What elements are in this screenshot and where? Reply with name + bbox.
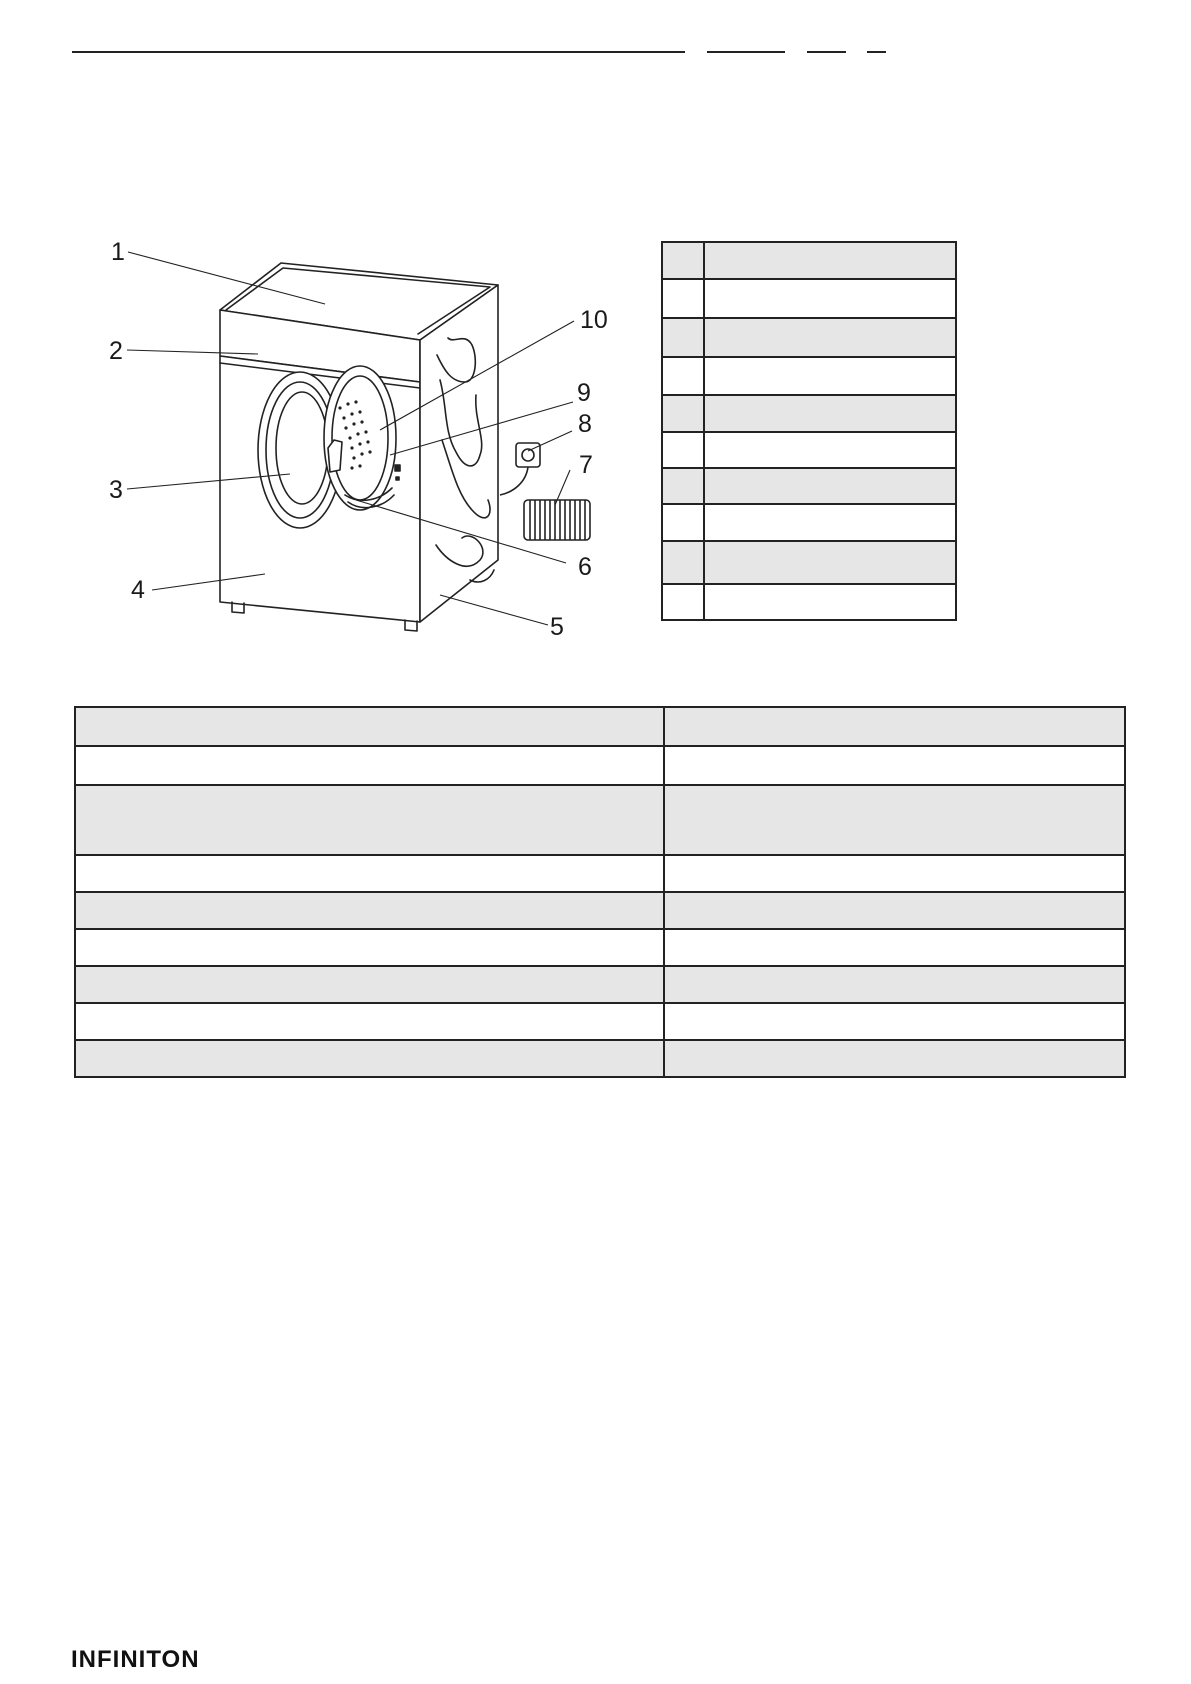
- callout-9: 9: [577, 379, 591, 407]
- table-cell: [704, 357, 956, 395]
- table-cell: [662, 357, 704, 395]
- table-cell: [704, 318, 956, 357]
- table-cell: [704, 468, 956, 504]
- table-row: [662, 432, 956, 468]
- table-cell: [664, 707, 1125, 746]
- table-cell: [704, 395, 956, 432]
- table-cell: [75, 707, 664, 746]
- table-row: [75, 707, 1125, 746]
- table-cell: [75, 785, 664, 855]
- callout-1: 1: [111, 238, 125, 266]
- table-cell: [75, 855, 664, 892]
- table-cell: [664, 785, 1125, 855]
- table-cell: [75, 1040, 664, 1077]
- table-cell: [662, 541, 704, 584]
- top-rule-short: [807, 51, 846, 53]
- table-cell: [704, 279, 956, 318]
- table-cell: [664, 966, 1125, 1003]
- top-rule-medium: [707, 51, 785, 53]
- table-cell: [662, 242, 704, 279]
- table-row: [75, 892, 1125, 929]
- table-cell: [664, 1003, 1125, 1040]
- callout-7: 7: [579, 451, 593, 479]
- table-row: [75, 1003, 1125, 1040]
- callout-3: 3: [109, 476, 123, 504]
- table-row: [75, 785, 1125, 855]
- table-cell: [704, 584, 956, 620]
- table-cell: [664, 892, 1125, 929]
- table-row: [662, 395, 956, 432]
- table-cell: [662, 468, 704, 504]
- callout-2: 2: [109, 337, 123, 365]
- table-cell: [75, 746, 664, 785]
- dryer-illustration: [90, 225, 610, 645]
- table-cell: [704, 432, 956, 468]
- table-cell: [75, 892, 664, 929]
- brand-logo: INFINITON: [71, 1646, 200, 1673]
- table-cell: [662, 504, 704, 541]
- table-row: [75, 966, 1125, 1003]
- table-row: [662, 242, 956, 279]
- table-row: [75, 855, 1125, 892]
- table-cell: [662, 395, 704, 432]
- parts-legend-table: [661, 241, 957, 621]
- callout-6: 6: [578, 553, 592, 581]
- table-row: [662, 584, 956, 620]
- table-row: [662, 318, 956, 357]
- table-row: [662, 468, 956, 504]
- table-row: [662, 504, 956, 541]
- callout-4: 4: [131, 576, 145, 604]
- table-row: [75, 746, 1125, 785]
- callout-10: 10: [580, 306, 608, 334]
- table-cell: [704, 541, 956, 584]
- table-row: [75, 929, 1125, 966]
- specifications-table: [74, 706, 1126, 1078]
- table-row: [662, 279, 956, 318]
- table-cell: [75, 929, 664, 966]
- table-cell: [664, 855, 1125, 892]
- callout-8: 8: [578, 410, 592, 438]
- table-row: [662, 357, 956, 395]
- table-cell: [662, 584, 704, 620]
- table-cell: [664, 746, 1125, 785]
- table-cell: [662, 279, 704, 318]
- top-rule-long: [72, 51, 685, 53]
- table-cell: [75, 1003, 664, 1040]
- table-row: [662, 541, 956, 584]
- table-cell: [662, 318, 704, 357]
- table-cell: [662, 432, 704, 468]
- table-cell: [664, 1040, 1125, 1077]
- callout-5: 5: [550, 613, 564, 641]
- table-cell: [664, 929, 1125, 966]
- table-row: [75, 1040, 1125, 1077]
- table-cell: [704, 504, 956, 541]
- top-rule-tiny: [867, 51, 886, 53]
- table-cell: [75, 966, 664, 1003]
- table-cell: [704, 242, 956, 279]
